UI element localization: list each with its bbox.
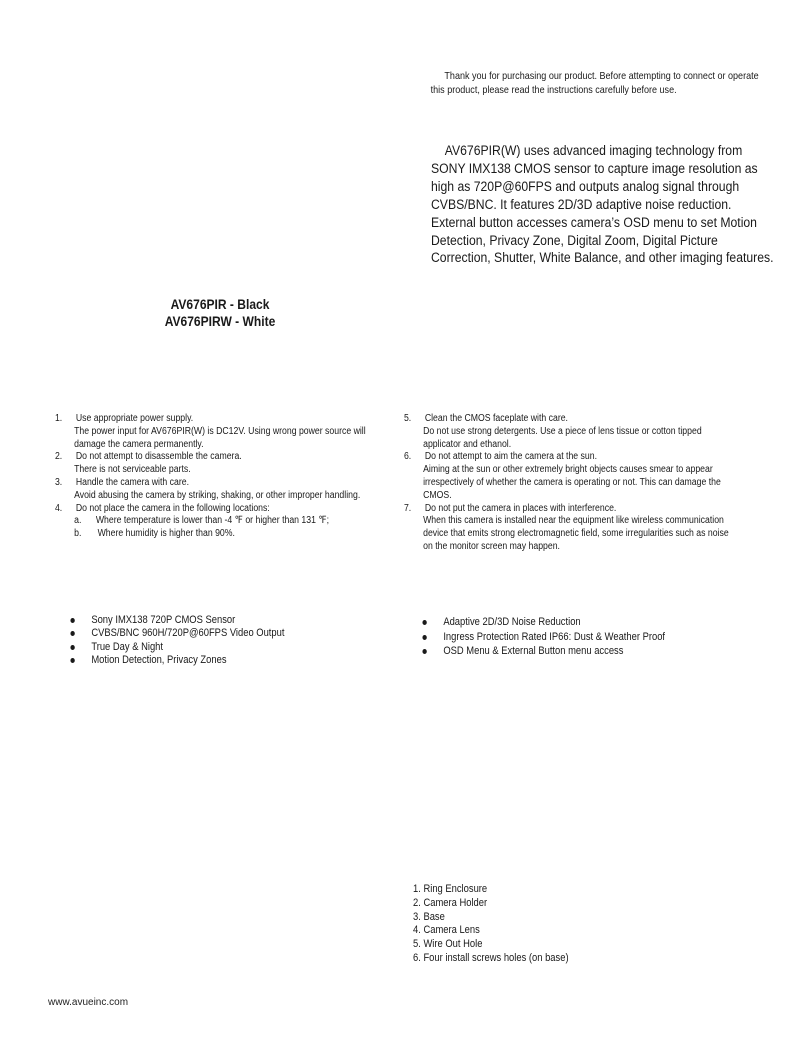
precaution-number: 3. [54, 476, 63, 488]
part-item: 6. Four install screws holes (on base) [413, 951, 569, 964]
bullet-icon [70, 631, 74, 636]
subitem-letter: a. [74, 515, 82, 527]
part-item: 2. Camera Holder [413, 896, 488, 909]
features-left [60, 614, 391, 668]
intro-paragraph [431, 69, 771, 97]
precautions-right [397, 413, 741, 554]
feature-item [60, 614, 391, 627]
feature-item [60, 654, 391, 667]
footer-url: www.avueinc.com [48, 997, 129, 1008]
precaution-heading: Do not place the camera in the following locations: [75, 502, 270, 514]
precaution-item [48, 503, 392, 516]
intro-text: Thank you for purchasing our product. Before attempting to connect or operate this product, please read the instructions carefully before use. [430, 70, 759, 96]
feature-text: OSD Menu & External Button menu access [443, 645, 624, 658]
precaution-heading: Do not attempt to disassemble the camera. [75, 451, 242, 463]
bullet-icon [70, 645, 74, 650]
precautions-left [48, 413, 392, 541]
precaution-number: 2. [54, 451, 63, 463]
part-item: 1. Ring Enclosure [413, 883, 488, 895]
subitem-text: Where humidity is higher than 90%. [97, 528, 235, 540]
precaution-body: When this camera is installed near the equipment like wireless communication device that emits strong electromagnetic field, some irregularities such as noise on the monitor screen may happen. [423, 515, 729, 552]
precaution-item [397, 503, 741, 554]
feature-text: Motion Detection, Privacy Zones [91, 654, 227, 667]
precaution-heading: Do not attempt to aim the camera at the sun. [424, 451, 598, 463]
precaution-number: 4. [54, 502, 63, 514]
precaution-item [397, 451, 741, 502]
feature-text: Adaptive 2D/3D Noise Reduction [443, 616, 581, 628]
feature-item [412, 616, 743, 629]
model-white: AV676PIRW - White [164, 313, 276, 329]
feature-text: CVBS/BNC 960H/720P@60FPS Video Output [91, 627, 285, 640]
bullet-icon [422, 649, 426, 654]
precaution-heading: Clean the CMOS faceplate with care. [424, 413, 568, 424]
feature-text: Sony IMX138 720P CMOS Sensor [91, 614, 236, 626]
precaution-item [397, 413, 741, 451]
model-black: AV676PIR - Black [170, 296, 270, 312]
part-item: 5. Wire Out Hole [413, 938, 483, 951]
part-item: 3. Base [413, 910, 445, 923]
precaution-item [48, 413, 392, 451]
precaution-number: 7. [403, 502, 412, 514]
precaution-number: 5. [403, 413, 412, 424]
feature-item [412, 631, 743, 644]
precaution-item [48, 451, 392, 477]
precaution-heading: Use appropriate power supply. [75, 413, 194, 424]
feature-item [60, 641, 391, 654]
precaution-number: 6. [403, 451, 412, 463]
feature-item [412, 645, 743, 658]
precaution-body: The power input for AV676PIR(W) is DC12V. Using wrong power source will damage the camera permanently. [74, 425, 366, 450]
feature-item [60, 627, 391, 640]
features-right [412, 616, 743, 660]
subitem-text: Where temperature is lower than -4 ℉ or higher than 131 ℉; [95, 515, 330, 527]
bullet-icon [422, 620, 426, 625]
bullet-icon [70, 658, 74, 663]
subitem-letter: b. [74, 528, 82, 540]
bullet-icon [70, 618, 74, 623]
bullet-icon [422, 635, 426, 640]
model-titles [120, 296, 320, 330]
precaution-subitem [48, 528, 392, 541]
feature-text: Ingress Protection Rated IP66: Dust & Weather Proof [443, 630, 666, 643]
precaution-item [48, 477, 392, 503]
part-item: 4. Camera Lens [413, 924, 480, 937]
precaution-body: Do not use strong detergents. Use a piece of lens tissue or cotton tipped applicator and ethanol. [423, 425, 702, 450]
precaution-heading: Handle the camera with care. [75, 476, 190, 488]
product-description [431, 143, 775, 268]
precaution-body: Aiming at the sun or other extremely bright objects causes smear to appear irrespectively of whether the camera is operating or not. This can damage the CMOS. [423, 464, 721, 501]
precaution-subitem [48, 515, 392, 528]
feature-text: True Day & Night [91, 640, 164, 653]
precaution-body: Avoid abusing the camera by striking, shaking, or other improper handling. [74, 489, 361, 501]
precaution-heading: Do not put the camera in places with interference. [424, 502, 617, 514]
precaution-body: There is not serviceable parts. [74, 464, 191, 476]
description-text: AV676PIR(W) uses advanced imaging technology from SONY IMX138 CMOS sensor to capture image resolution as high as 720P@60FPS and outputs analog signal through CVBS/BNC. It features 2D/3D adaptive noise reduction. External button accesses camera’s OSD menu to set Motion Detection, Privacy Zone, Digital Zoom, Digital Picture Correction, Shutter, White Balance, and other imaging features. [431, 143, 774, 267]
precaution-number: 1. [54, 413, 63, 424]
parts-list [413, 883, 631, 966]
